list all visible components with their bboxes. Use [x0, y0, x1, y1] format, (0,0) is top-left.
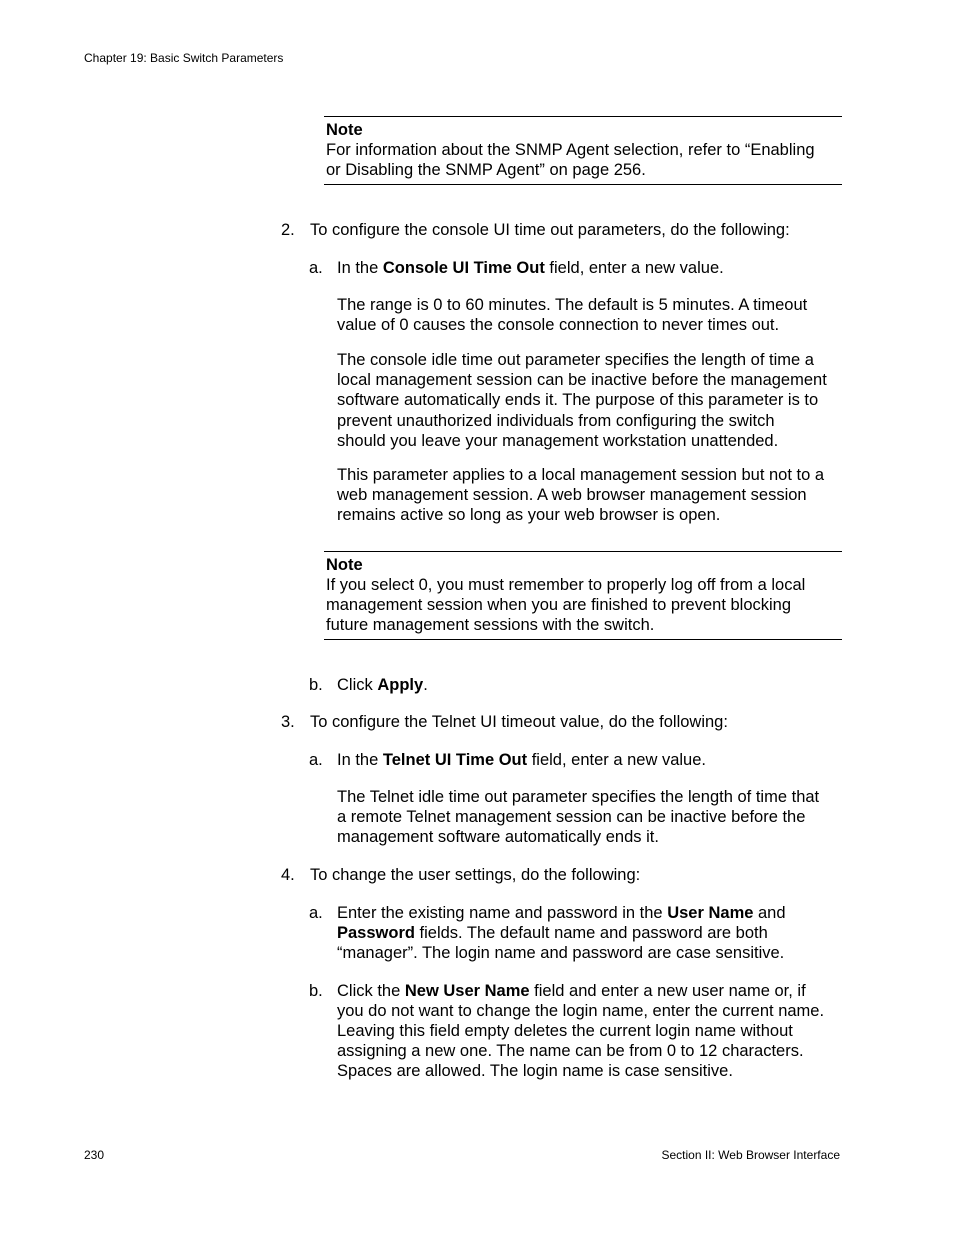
note-line: For information about the SNMP Agent selection, refer to “Enabling — [326, 141, 815, 159]
paragraph-console-idle: The console idle time out parameter specifies the length of time a local management session can be inactive before the management software automatically ends it. The purpose of this parameter is to prevent unauthorized individuals from configuring the switch should you leave your management workstation unattended. — [337, 351, 827, 450]
note-line: If you select 0, you must remember to properly log off from a local — [326, 576, 806, 594]
running-header: Chapter 19: Basic Switch Parameters — [84, 51, 284, 65]
substep-letter: a. — [309, 259, 323, 277]
step-2b — [309, 675, 849, 695]
substep-letter: b. — [309, 982, 323, 1000]
page-number: 230 — [84, 1148, 105, 1162]
step-text: To configure the Telnet UI timeout value, do the following: — [310, 713, 728, 731]
step-3a — [309, 750, 849, 770]
paragraph-local-session: This parameter applies to a local management session but not to a web management session. A web browser management session remains active so long as your web browser is open. — [337, 466, 825, 525]
field-name-new-user-name: New User Name — [404, 982, 530, 1000]
substep-letter: a. — [309, 751, 323, 769]
step-text: To configure the console UI time out parameters, do the following: — [310, 221, 790, 239]
step-4b — [309, 981, 849, 1083]
field-name-password: Password — [337, 924, 415, 942]
step-text: To change the user settings, do the following: — [310, 866, 641, 884]
note-line: management session when you are finished to prevent blocking — [326, 596, 792, 614]
note-title: Note — [326, 556, 363, 574]
note-title: Note — [326, 121, 363, 139]
substep-text: In the Telnet UI Time Out field, enter a new value. — [337, 751, 706, 769]
step-2 — [281, 220, 841, 240]
note-line: future management sessions with the switch. — [326, 616, 655, 634]
note-line: or Disabling the SNMP Agent” on page 256. — [326, 161, 646, 179]
field-name-telnet-ui-time-out: Telnet UI Time Out — [382, 751, 528, 769]
substep-text: Click the New User Name field and enter a new user name or, if you do not want to change the login name, enter the current name. Leaving this field empty deletes the current login name without assigning a new one. The name can be from 0 to 12 characters. Spaces are allowed. The login name is case sensitive. — [337, 982, 825, 1080]
running-footer: Section II: Web Browser Interface — [661, 1148, 840, 1162]
step-number: 3. — [281, 713, 295, 731]
step-3 — [281, 712, 841, 732]
substep-text: Click Apply. — [337, 676, 428, 694]
step-2a — [309, 258, 849, 278]
button-name-apply: Apply — [377, 676, 424, 694]
note-snmp — [324, 116, 842, 185]
substep-letter: b. — [309, 676, 323, 694]
substep-letter: a. — [309, 904, 323, 922]
step-4a — [309, 903, 849, 965]
paragraph-range: The range is 0 to 60 minutes. The default is 5 minutes. A timeout value of 0 causes the console connection to never times out. — [337, 296, 808, 335]
step-number: 2. — [281, 221, 295, 239]
paragraph-telnet-idle: The Telnet idle time out parameter specifies the length of time that a remote Telnet management session can be inactive before the management software automatically ends it. — [337, 788, 820, 847]
note-log-off — [324, 551, 842, 640]
step-4 — [281, 865, 841, 885]
substep-text: In the Console UI Time Out field, enter a new value. — [337, 259, 724, 277]
step-number: 4. — [281, 866, 295, 884]
substep-text: Enter the existing name and password in the User Name and Password fields. The default name and password are both “manager”. The login name and password are case sensitive. — [337, 904, 786, 962]
field-name-console-ui-time-out: Console UI Time Out — [382, 259, 545, 277]
field-name-user-name: User Name — [667, 904, 754, 922]
